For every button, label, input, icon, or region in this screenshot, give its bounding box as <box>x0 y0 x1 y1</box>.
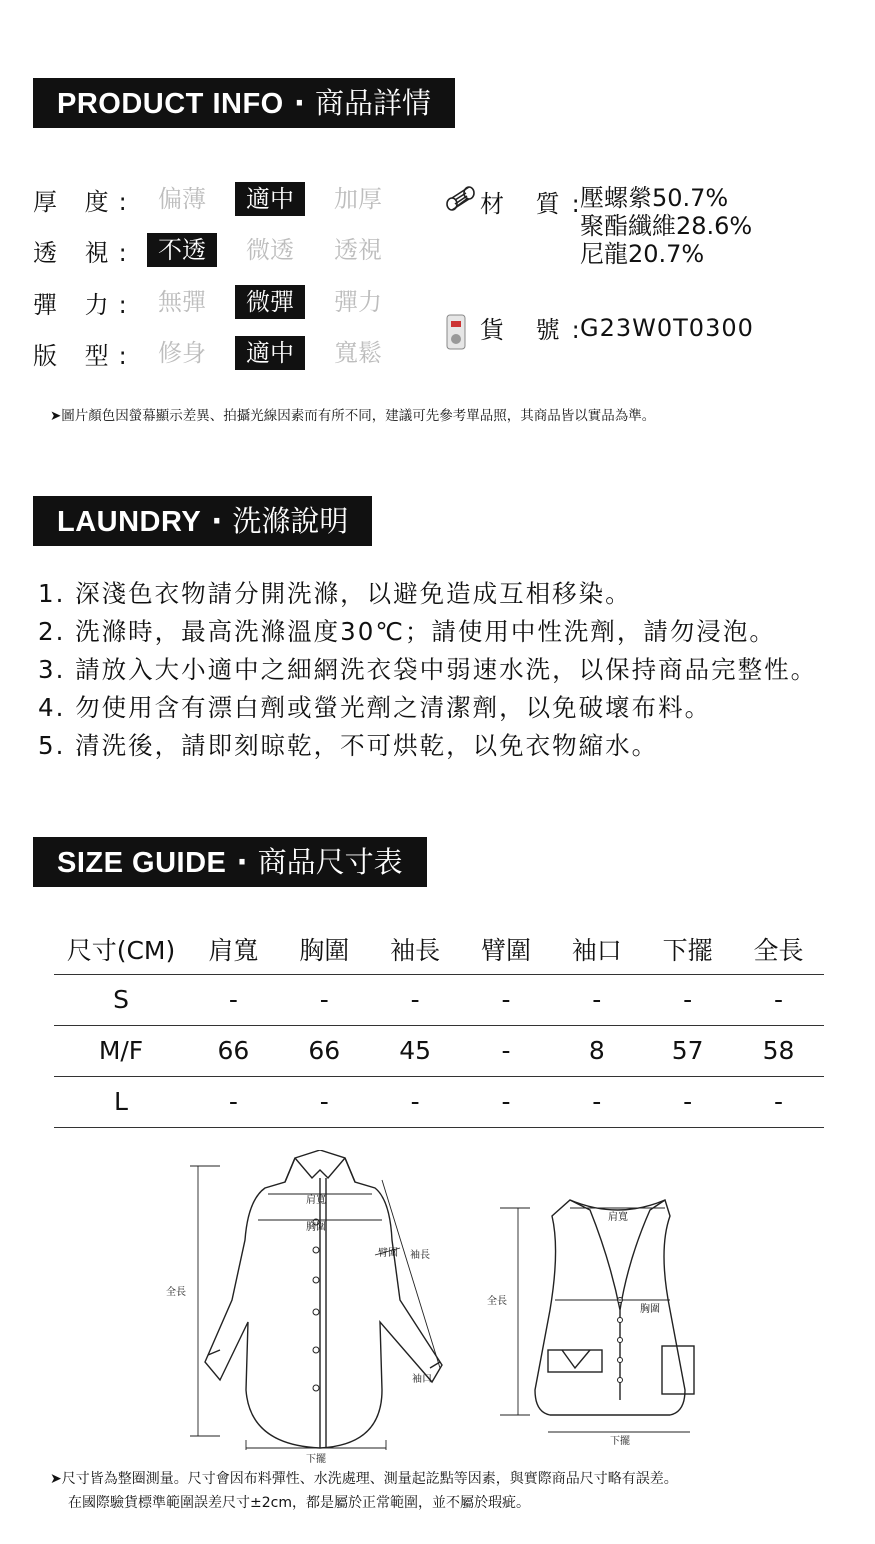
size-guide-header <box>33 837 427 887</box>
header-separator: · <box>201 504 233 538</box>
size-label-cell: S <box>54 974 188 1025</box>
size-footnote-1: ➤尺寸皆為整圈測量。尺寸會因布料彈性、水洗處理、測量起訖點等因素，與實際商品尺寸略有誤差。 <box>50 1471 678 1487</box>
column-header: 袖長 <box>370 925 461 974</box>
header-title-en: SIZE GUIDE <box>57 847 227 879</box>
sku-label: 貨 號: <box>480 316 592 344</box>
attribute-option-selected: 適中 <box>235 182 305 216</box>
laundry-header <box>33 496 372 546</box>
attribute-option: 加厚 <box>334 185 382 213</box>
material-value-3: 尼龍20.7% <box>580 240 705 268</box>
column-header: 尺寸(CM) <box>54 925 188 974</box>
diagram-label-vest-shoulder: 肩寬 <box>608 1212 628 1223</box>
column-header: 袖口 <box>551 925 642 974</box>
diagram-label-sleeve: 袖長 <box>410 1250 430 1261</box>
size-label-cell: L <box>54 1076 188 1127</box>
size-label-cell: M/F <box>54 1025 188 1076</box>
header-title-en: LAUNDRY <box>57 506 202 538</box>
table-cell: - <box>370 974 461 1025</box>
table-cell: - <box>188 1076 279 1127</box>
laundry-list <box>38 575 817 765</box>
attribute-option-selected: 微彈 <box>235 285 305 319</box>
header-title-zh: 商品尺寸表 <box>257 845 403 879</box>
garment-measurement-diagram <box>150 1150 750 1470</box>
header-title-zh: 洗滌說明 <box>232 504 349 538</box>
attribute-option: 彈力 <box>334 288 382 316</box>
table-header-row <box>54 925 824 974</box>
attribute-option-selected: 不透 <box>147 233 217 267</box>
column-header: 胸圍 <box>279 925 370 974</box>
diagram-label-vest-length: 全長 <box>487 1296 507 1307</box>
sku-value: G23W0T0300 <box>580 313 754 342</box>
table-cell: 8 <box>551 1025 642 1076</box>
table-cell: - <box>551 1076 642 1127</box>
table-cell: - <box>461 1076 552 1127</box>
table-cell: - <box>461 1025 552 1076</box>
table-cell: - <box>551 974 642 1025</box>
table-cell: - <box>370 1076 461 1127</box>
material-block <box>442 184 752 268</box>
table-cell: - <box>642 974 733 1025</box>
attribute-label: 彈 力: <box>33 290 137 319</box>
attribute-row <box>33 285 402 319</box>
column-header: 臂圍 <box>461 925 552 974</box>
table-cell: - <box>188 974 279 1025</box>
table-cell: - <box>461 974 552 1025</box>
diagram-label-hem: 下擺 <box>306 1454 326 1465</box>
attribute-option-selected: 適中 <box>235 336 305 370</box>
sku-block <box>442 310 754 345</box>
table-cell: 58 <box>733 1025 824 1076</box>
attribute-option: 無彈 <box>158 288 206 316</box>
size-table <box>54 925 824 1128</box>
list-item: 4. 勿使用含有漂白劑或螢光劑之清潔劑，以免破壞布料。 <box>38 693 712 722</box>
diagram-label-vest-chest: 胸圍 <box>640 1304 660 1315</box>
table-cell: - <box>279 1076 370 1127</box>
list-item: 2. 洗滌時，最高洗滌溫度30℃；請使用中性洗劑，請勿浸泡。 <box>38 617 776 646</box>
table-row <box>54 974 824 1025</box>
diagram-label-shoulder: 肩寬 <box>306 1195 326 1206</box>
attribute-option: 寬鬆 <box>334 339 382 367</box>
tag-icon <box>442 313 480 343</box>
table-cell: - <box>279 974 370 1025</box>
thread-spool-icon <box>442 184 480 214</box>
attribute-option: 微透 <box>246 236 294 264</box>
table-cell: - <box>733 974 824 1025</box>
column-header: 全長 <box>733 925 824 974</box>
attribute-option: 偏薄 <box>158 185 206 213</box>
material-label: 材 質: <box>480 190 592 218</box>
list-item: 3. 請放入大小適中之細網洗衣袋中弱速水洗，以保持商品完整性。 <box>38 655 818 684</box>
table-cell: - <box>733 1076 824 1127</box>
table-cell: 57 <box>642 1025 733 1076</box>
list-item: 5. 清洗後，請即刻晾乾，不可烘乾，以免衣物縮水。 <box>38 731 659 760</box>
list-item: 1. 深淺色衣物請分開洗滌，以避免造成互相移染。 <box>38 579 632 608</box>
column-header: 下擺 <box>642 925 733 974</box>
diagram-label-arm: 臂圍 <box>378 1248 398 1259</box>
material-value-2: 聚酯纖維28.6% <box>580 212 753 240</box>
attribute-row <box>33 182 402 216</box>
attribute-label: 透 視: <box>33 238 137 267</box>
header-separator: · <box>283 86 315 120</box>
diagram-label-vest-hem: 下擺 <box>610 1436 630 1447</box>
product-info-header <box>33 78 455 128</box>
attribute-option: 透視 <box>334 236 382 264</box>
header-title-en: PRODUCT INFO <box>57 88 284 120</box>
table-cell: 66 <box>188 1025 279 1076</box>
attribute-row <box>33 233 402 267</box>
color-note: ➤圖片顏色因螢幕顯示差異、拍攝光線因素而有所不同，建議可先參考單品照，其商品皆以實品為準。 <box>50 408 656 424</box>
attribute-label: 厚 度: <box>33 187 137 216</box>
diagram-label-cuff: 袖口 <box>412 1374 432 1385</box>
table-row <box>54 1076 824 1127</box>
attribute-label: 版 型: <box>33 341 137 370</box>
table-cell: 45 <box>370 1025 461 1076</box>
attribute-row <box>33 336 402 370</box>
table-cell: 66 <box>279 1025 370 1076</box>
table-cell: - <box>642 1076 733 1127</box>
attribute-option: 修身 <box>158 339 206 367</box>
diagram-label-chest: 胸圍 <box>306 1222 326 1233</box>
diagram-label-length: 全長 <box>166 1287 186 1298</box>
header-title-zh: 商品詳情 <box>314 86 431 120</box>
material-value-1: 壓螺縈50.7% <box>580 184 729 212</box>
header-separator: · <box>226 845 258 879</box>
column-header: 肩寬 <box>188 925 279 974</box>
table-row <box>54 1025 824 1076</box>
size-footnote-2: 在國際驗貨標準範圍誤差尺寸±2cm，都是屬於正常範圍，並不屬於瑕疵。 <box>68 1495 530 1511</box>
